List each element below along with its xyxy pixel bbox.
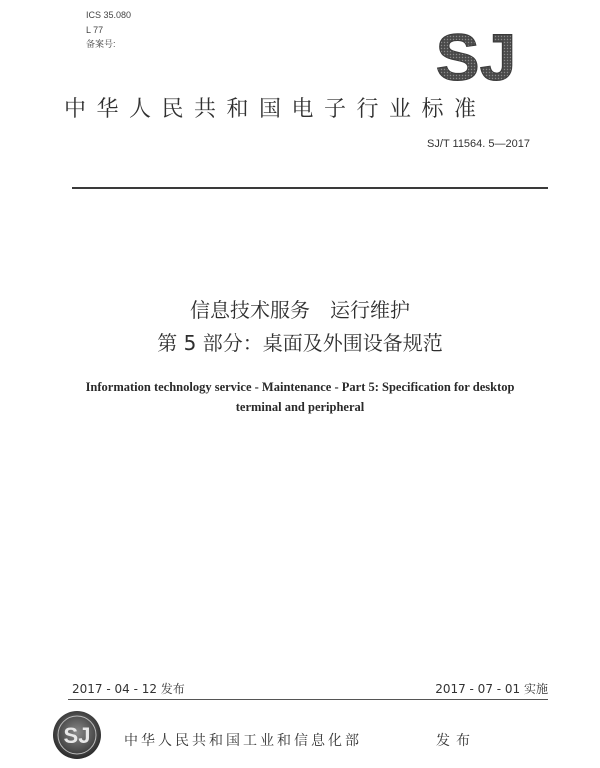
ministry-seal — [52, 710, 102, 760]
footer-divider — [68, 699, 548, 700]
ics-code: ICS 35.080 — [86, 10, 132, 20]
english-title-line-1: Information technology service - Maintenance - Part 5: Specification for desktop — [85, 380, 515, 394]
issue-label: 发布 — [436, 733, 476, 749]
issuing-authority: 中华人民共和国工业和信息化部 — [124, 733, 362, 749]
header-divider — [72, 187, 548, 189]
classification-code: L 77 — [86, 25, 104, 35]
record-number: 备案号: — [86, 39, 116, 49]
chinese-title-line-1: 信息技术服务 运行维护 — [190, 298, 410, 322]
release-date: 2017 - 04 - 12 发布 — [72, 682, 185, 696]
chinese-title-line-2: 第 5 部分：桌面及外围设备规范 — [157, 331, 443, 355]
seal-text: SJ — [63, 723, 91, 748]
standard-number: SJ/T 11564. 5—2017 — [427, 138, 530, 150]
industry-standard-title: 中华人民共和国电子行业标准 — [64, 97, 487, 122]
implementation-date: 2017 - 07 - 01 实施 — [435, 682, 548, 696]
english-title-line-2: terminal and peripheral — [235, 400, 365, 414]
sj-logo — [428, 26, 524, 86]
sj-logo-text: SJ — [435, 26, 517, 86]
